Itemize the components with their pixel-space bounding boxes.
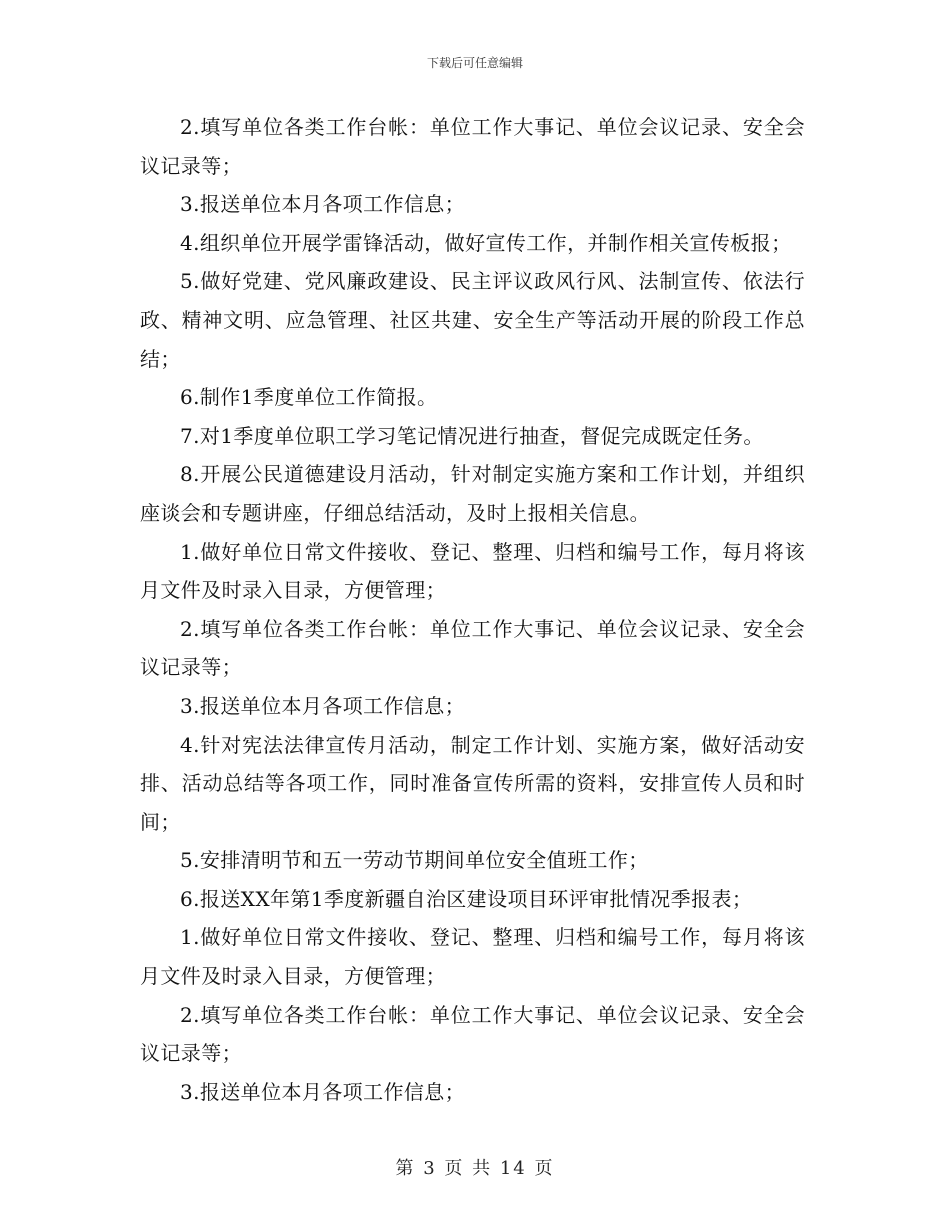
document-body: [140, 108, 805, 1111]
paragraph: 5.做好党建、党风廉政建设、民主评议政风行风、法制宣传、依法行政、精神文明、应急管理、社区共建、安全生产等活动开展的阶段工作总结；: [140, 269, 805, 371]
paragraph: 1.做好单位日常文件接收、登记、整理、归档和编号工作，每月将该月文件及时录入目录，方便管理；: [140, 539, 805, 603]
paragraph: 2.填写单位各类工作台帐：单位工作大事记、单位会议记录、安全会议记录等；: [140, 1002, 805, 1066]
paragraph: 3.报送单位本月各项工作信息；: [180, 693, 466, 718]
paragraph: 2.填写单位各类工作台帐：单位工作大事记、单位会议记录、安全会议记录等；: [140, 115, 805, 178]
paragraph: 5.安排清明节和五一劳动节期间单位安全值班工作；: [180, 848, 649, 873]
paragraph: 1.做好单位日常文件接收、登记、整理、归档和编号工作，每月将该月文件及时录入目录，方便管理；: [140, 925, 805, 989]
paragraph: 4.针对宪法法律宣传月活动，制定工作计划、实施方案，做好活动安排、活动总结等各项工作，同时准备宣传所需的资料，安排宣传人员和时间；: [140, 732, 805, 834]
paragraph: 4.组织单位开展学雷锋活动，做好宣传工作，并制作相关宣传板报；: [180, 230, 792, 255]
paragraph: 6.制作1季度单位工作简报。: [180, 385, 438, 410]
paragraph: 3.报送单位本月各项工作信息；: [180, 192, 466, 217]
page-header: 下载后可任意编辑: [426, 56, 523, 70]
paragraph: 8.开展公民道德建设月活动，针对制定实施方案和工作计划，并组织座谈会和专题讲座，仔细总结活动，及时上报相关信息。: [140, 462, 805, 525]
page-number: 第 3 页 共 14 页: [395, 1158, 555, 1179]
paragraph: 2.填写单位各类工作台帐：单位工作大事记、单位会议记录、安全会议记录等；: [140, 616, 805, 680]
paragraph: 7.对1季度单位职工学习笔记情况进行抽查，督促完成既定任务。: [180, 423, 764, 448]
paragraph: 3.报送单位本月各项工作信息；: [180, 1079, 466, 1104]
paragraph: 6.报送XX年第1季度新疆自治区建设项目环评审批情况季报表；: [180, 886, 753, 911]
